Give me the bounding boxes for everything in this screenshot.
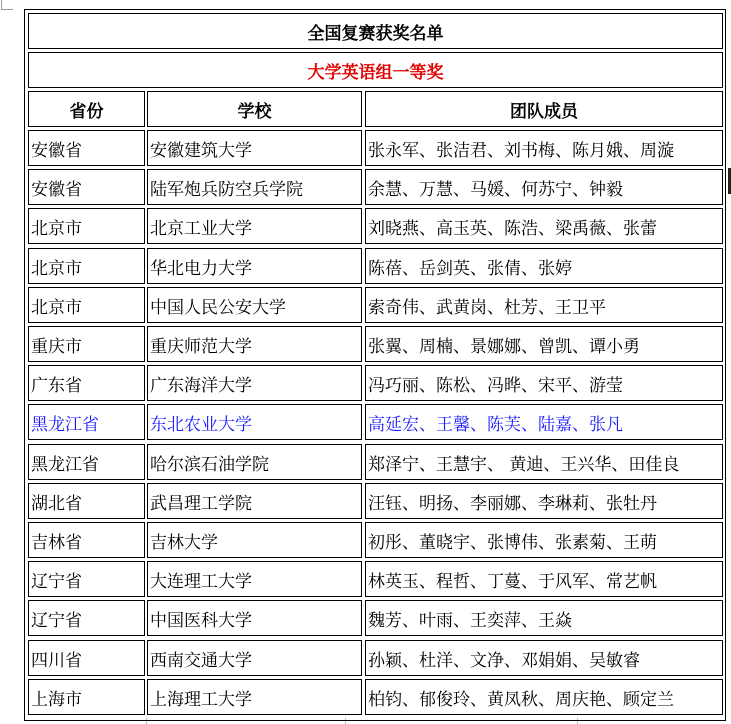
cell-province: 广东省 <box>28 365 145 401</box>
cell-province: 辽宁省 <box>28 600 145 636</box>
cell-members: 张永军、张洁君、刘书梅、陈月娥、周漩 <box>365 130 723 166</box>
cell-members: 索奇伟、武黄岗、杜芳、王卫平 <box>365 287 723 323</box>
cell-province: 安徽省 <box>28 130 145 166</box>
cell-province: 四川省 <box>28 640 145 676</box>
cell-province: 黑龙江省 <box>28 444 145 480</box>
cell-school: 大连理工大学 <box>147 561 362 597</box>
cell-school: 重庆师范大学 <box>147 326 362 362</box>
cell-province: 重庆市 <box>28 326 145 362</box>
cell-members: 余慧、万慧、马媛、何苏宁、钟毅 <box>365 169 723 205</box>
cell-school: 西南交通大学 <box>147 640 362 676</box>
table-subtitle: 大学英语组一等奖 <box>28 52 723 88</box>
cell-school: 东北农业大学 <box>147 404 362 440</box>
cell-school: 中国医科大学 <box>147 600 362 636</box>
cell-members: 高延宏、王馨、陈芙、陆嘉、张凡 <box>365 404 723 440</box>
cell-school: 中国人民公安大学 <box>147 287 362 323</box>
header-province: 省份 <box>28 91 145 127</box>
header-members: 团队成员 <box>365 91 723 127</box>
cell-members: 魏芳、叶雨、王奕萍、王焱 <box>365 600 723 636</box>
cell-school: 安徽建筑大学 <box>147 130 362 166</box>
cell-province: 吉林省 <box>28 522 145 558</box>
cell-school: 武昌理工学院 <box>147 483 362 519</box>
cell-province: 安徽省 <box>28 169 145 205</box>
cell-province: 北京市 <box>28 208 145 244</box>
cell-province: 黑龙江省 <box>28 404 145 440</box>
cell-members: 汪钰、明扬、李丽娜、李琳莉、张牡丹 <box>365 483 723 519</box>
cell-province: 辽宁省 <box>28 561 145 597</box>
header-school: 学校 <box>147 91 362 127</box>
cell-school: 哈尔滨石油学院 <box>147 444 362 480</box>
cell-school: 吉林大学 <box>147 522 362 558</box>
cell-members: 孙颖、杜洋、文净、邓娟娟、吴敏睿 <box>365 640 723 676</box>
page-corner-mark <box>1 0 13 10</box>
cell-members: 刘晓燕、高玉英、陈浩、梁禹薇、张蕾 <box>365 208 723 244</box>
cell-members: 林英玉、程哲、丁蔓、于风军、常艺帆 <box>365 561 723 597</box>
cell-province: 北京市 <box>28 287 145 323</box>
cell-members: 张翼、周楠、景娜娜、曾凯、谭小勇 <box>365 326 723 362</box>
cell-province: 上海市 <box>28 679 145 715</box>
cell-members: 柏钧、郁俊玲、黄凤秋、周庆艳、顾定兰 <box>365 679 723 715</box>
cell-members: 郑泽宁、王慧宇、 黄迪、王兴华、田佳良 <box>365 444 723 480</box>
cell-school: 上海理工大学 <box>147 679 362 715</box>
table-title: 全国复赛获奖名单 <box>28 13 723 49</box>
cell-members: 冯巧丽、陈松、冯晔、宋平、游莹 <box>365 365 723 401</box>
cell-school: 北京工业大学 <box>147 208 362 244</box>
cell-members: 初彤、董晓宇、张博伟、张素菊、王萌 <box>365 522 723 558</box>
cell-members: 陈蓓、岳剑英、张倩、张婷 <box>365 248 723 284</box>
cell-school: 陆军炮兵防空兵学院 <box>147 169 362 205</box>
cell-school: 广东海洋大学 <box>147 365 362 401</box>
cell-province: 北京市 <box>28 248 145 284</box>
cell-school: 华北电力大学 <box>147 248 362 284</box>
cell-province: 湖北省 <box>28 483 145 519</box>
